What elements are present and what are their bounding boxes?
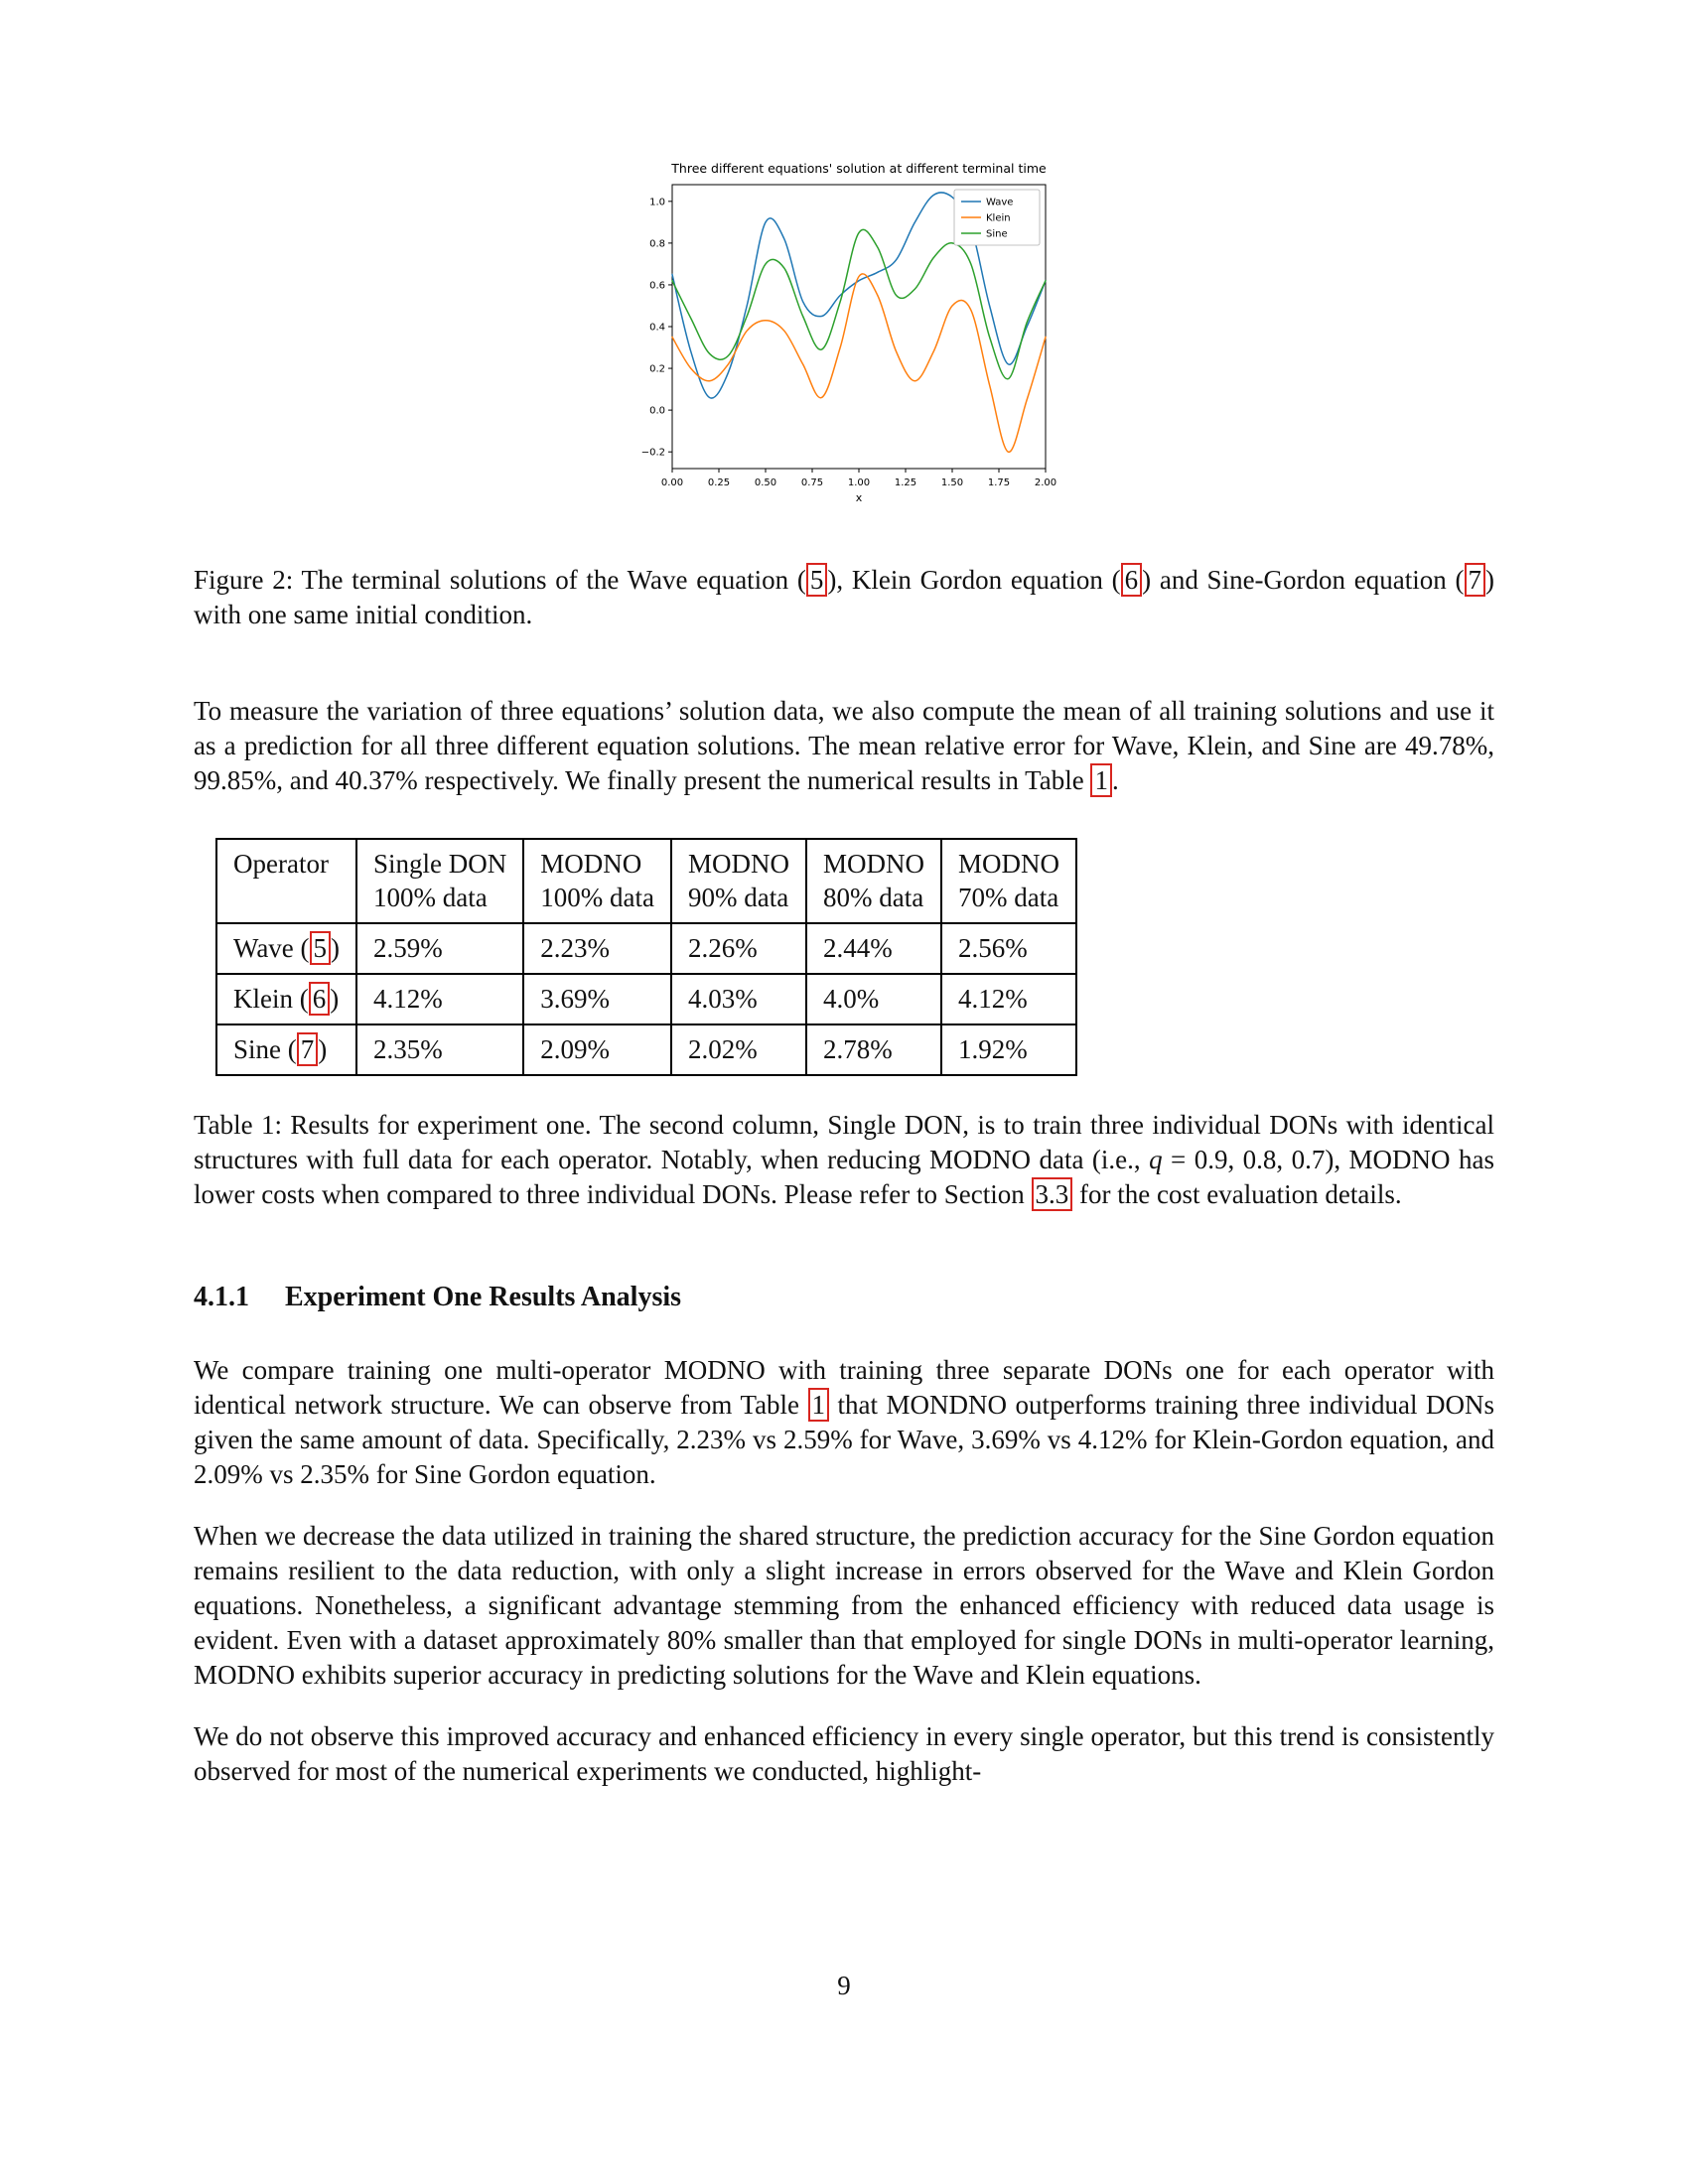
ref-link[interactable]: 5	[310, 931, 332, 965]
svg-text:0.75: 0.75	[800, 478, 824, 488]
value-cell: 2.56%	[941, 923, 1076, 974]
value-cell: 2.44%	[806, 923, 941, 974]
value-cell: 2.02%	[671, 1024, 806, 1075]
ref-link[interactable]: 3.3	[1032, 1177, 1073, 1211]
text-segment: Sine (	[233, 1034, 297, 1064]
svg-text:0.00: 0.00	[660, 478, 684, 488]
ref-link[interactable]: 6	[1121, 563, 1143, 597]
text-segment: Figure 2: The terminal solutions of the Wave equation (	[194, 565, 806, 595]
value-cell: 2.23%	[523, 923, 671, 974]
value-cell: 2.78%	[806, 1024, 941, 1075]
col-header-modno-70: MODNO 70% data	[941, 839, 1076, 923]
text-segment: q	[1149, 1145, 1163, 1174]
text-segment: that MONDNO outperforms training three individual DONs given the same amount of data. Specifically, 2.23% vs 2.59% for Wave, 3.69% vs 4.12% for Klein-Gordon equation, and 2.09% vs 2.35% for Sine Gordon equation.	[194, 1390, 1494, 1489]
operator-cell	[216, 974, 356, 1024]
svg-text:Wave: Wave	[986, 197, 1014, 208]
value-cell: 4.03%	[671, 974, 806, 1024]
text-segment: )	[330, 984, 340, 1014]
text-segment: )	[318, 1034, 328, 1064]
text-segment: ) and Sine-Gordon equation (	[1142, 565, 1465, 595]
section-heading	[194, 1282, 1494, 1313]
svg-text:0.2: 0.2	[649, 363, 665, 375]
text-segment: Klein (	[233, 984, 309, 1014]
ref-link[interactable]: 5	[806, 563, 828, 597]
svg-text:1.00: 1.00	[847, 478, 871, 488]
svg-text:Sine: Sine	[986, 228, 1008, 240]
col-header-operator: Operator	[216, 839, 356, 923]
svg-text:Three different equations' sol: Three different equations' solution at different terminal time	[671, 161, 1047, 176]
svg-text:1.0: 1.0	[649, 197, 665, 208]
section-title: Experiment One Results Analysis	[285, 1282, 682, 1312]
text-segment: .	[1111, 765, 1119, 795]
table-caption	[194, 1108, 1494, 1212]
table-row-sine	[216, 1024, 1076, 1075]
svg-text:0.50: 0.50	[754, 478, 777, 488]
svg-text:0.4: 0.4	[649, 322, 665, 334]
ref-link[interactable]: 1	[808, 1388, 830, 1422]
text-segment: )	[331, 933, 341, 963]
value-cell: 1.92%	[941, 1024, 1076, 1075]
value-cell: 2.59%	[356, 923, 523, 974]
svg-text:−0.2: −0.2	[640, 447, 665, 459]
svg-text:0.8: 0.8	[649, 238, 665, 250]
text-segment: Table 1: Results for experiment one. The second column, Single DON, is to train three individual DONs with identical structures with full data for each operator. Notably, when reducing MODNO data (i.e.,	[194, 1110, 1494, 1174]
paragraph-analysis-1	[194, 1353, 1494, 1492]
col-header-single-don: Single DON 100% data	[356, 839, 523, 923]
value-cell: 2.35%	[356, 1024, 523, 1075]
svg-text:1.75: 1.75	[987, 478, 1011, 488]
operator-cell	[216, 923, 356, 974]
table-row-wave	[216, 923, 1076, 974]
paragraph-analysis-2	[194, 1519, 1494, 1693]
text-segment: We compare training one multi-operator MODNO with training three separate DONs one for each operator with identical network structure. We can observe from Table	[194, 1355, 1494, 1420]
svg-text:0.25: 0.25	[707, 478, 731, 488]
table-row-klein	[216, 974, 1076, 1024]
value-cell: 4.12%	[356, 974, 523, 1024]
text-segment: When we decrease the data utilized in training the shared structure, the prediction accuracy for the Sine Gordon equation remains resilient to the data reduction, with only a slight increase in errors observed for the Wave and Klein Gordon equations. Nonetheless, a significant advantage stemming from the enhanced efficiency with reduced data usage is evident. Even with a dataset approximately 80% smaller than that employed for single DONs in multi-operator learning, MODNO exhibits superior accuracy in predicting solutions for the Wave and Klein equations.	[194, 1521, 1494, 1690]
svg-text:0.6: 0.6	[649, 280, 665, 292]
svg-text:1.50: 1.50	[940, 478, 964, 488]
figure-chart	[631, 159, 1057, 510]
col-header-modno-90: MODNO 90% data	[671, 839, 806, 923]
svg-text:Klein: Klein	[986, 212, 1011, 224]
value-cell: 2.09%	[523, 1024, 671, 1075]
table-header-row	[216, 839, 1076, 923]
text-segment: We do not observe this improved accuracy and enhanced efficiency in every single operator, but this trend is consistently observed for most of the numerical experiments we conducted, highlight-	[194, 1721, 1494, 1786]
ref-link[interactable]: 6	[309, 982, 331, 1016]
value-cell: 4.0%	[806, 974, 941, 1024]
figure-caption	[194, 563, 1494, 632]
ref-link[interactable]: 7	[1465, 563, 1486, 597]
text-segment: for the cost evaluation details.	[1072, 1179, 1402, 1209]
value-cell: 2.26%	[671, 923, 806, 974]
svg-text:2.00: 2.00	[1034, 478, 1057, 488]
text-segment: = 0.9, 0.8, 0.7), MODNO has lower costs when compared to three individual DONs. Please refer to Section	[194, 1145, 1494, 1209]
figure-2	[194, 159, 1494, 515]
text-segment: ) with one same initial condition.	[194, 565, 1494, 629]
text-segment: ), Klein Gordon equation (	[827, 565, 1121, 595]
paragraph-intro	[194, 694, 1494, 798]
value-cell: 3.69%	[523, 974, 671, 1024]
page-number: 9	[837, 1971, 851, 2000]
svg-text:1.25: 1.25	[894, 478, 917, 488]
section-number: 4.1.1	[194, 1282, 249, 1312]
ref-link[interactable]: 1	[1090, 763, 1112, 797]
text-segment: To measure the variation of three equations’ solution data, we also compute the mean of all training solutions and use it as a prediction for all three different equation solutions. The mean relative error for Wave, Klein, and Sine are 49.78%, 99.85%, and 40.37% respectively. We finally present the numerical results in Table	[194, 696, 1494, 795]
ref-link[interactable]: 7	[297, 1032, 319, 1066]
value-cell: 4.12%	[941, 974, 1076, 1024]
svg-text:x: x	[855, 491, 863, 504]
operator-cell	[216, 1024, 356, 1075]
text-segment: Wave (	[233, 933, 310, 963]
col-header-modno-80: MODNO 80% data	[806, 839, 941, 923]
paragraph-analysis-3	[194, 1719, 1494, 1789]
col-header-modno-100: MODNO 100% data	[523, 839, 671, 923]
svg-text:0.0: 0.0	[649, 405, 665, 417]
results-table	[215, 838, 1077, 1076]
